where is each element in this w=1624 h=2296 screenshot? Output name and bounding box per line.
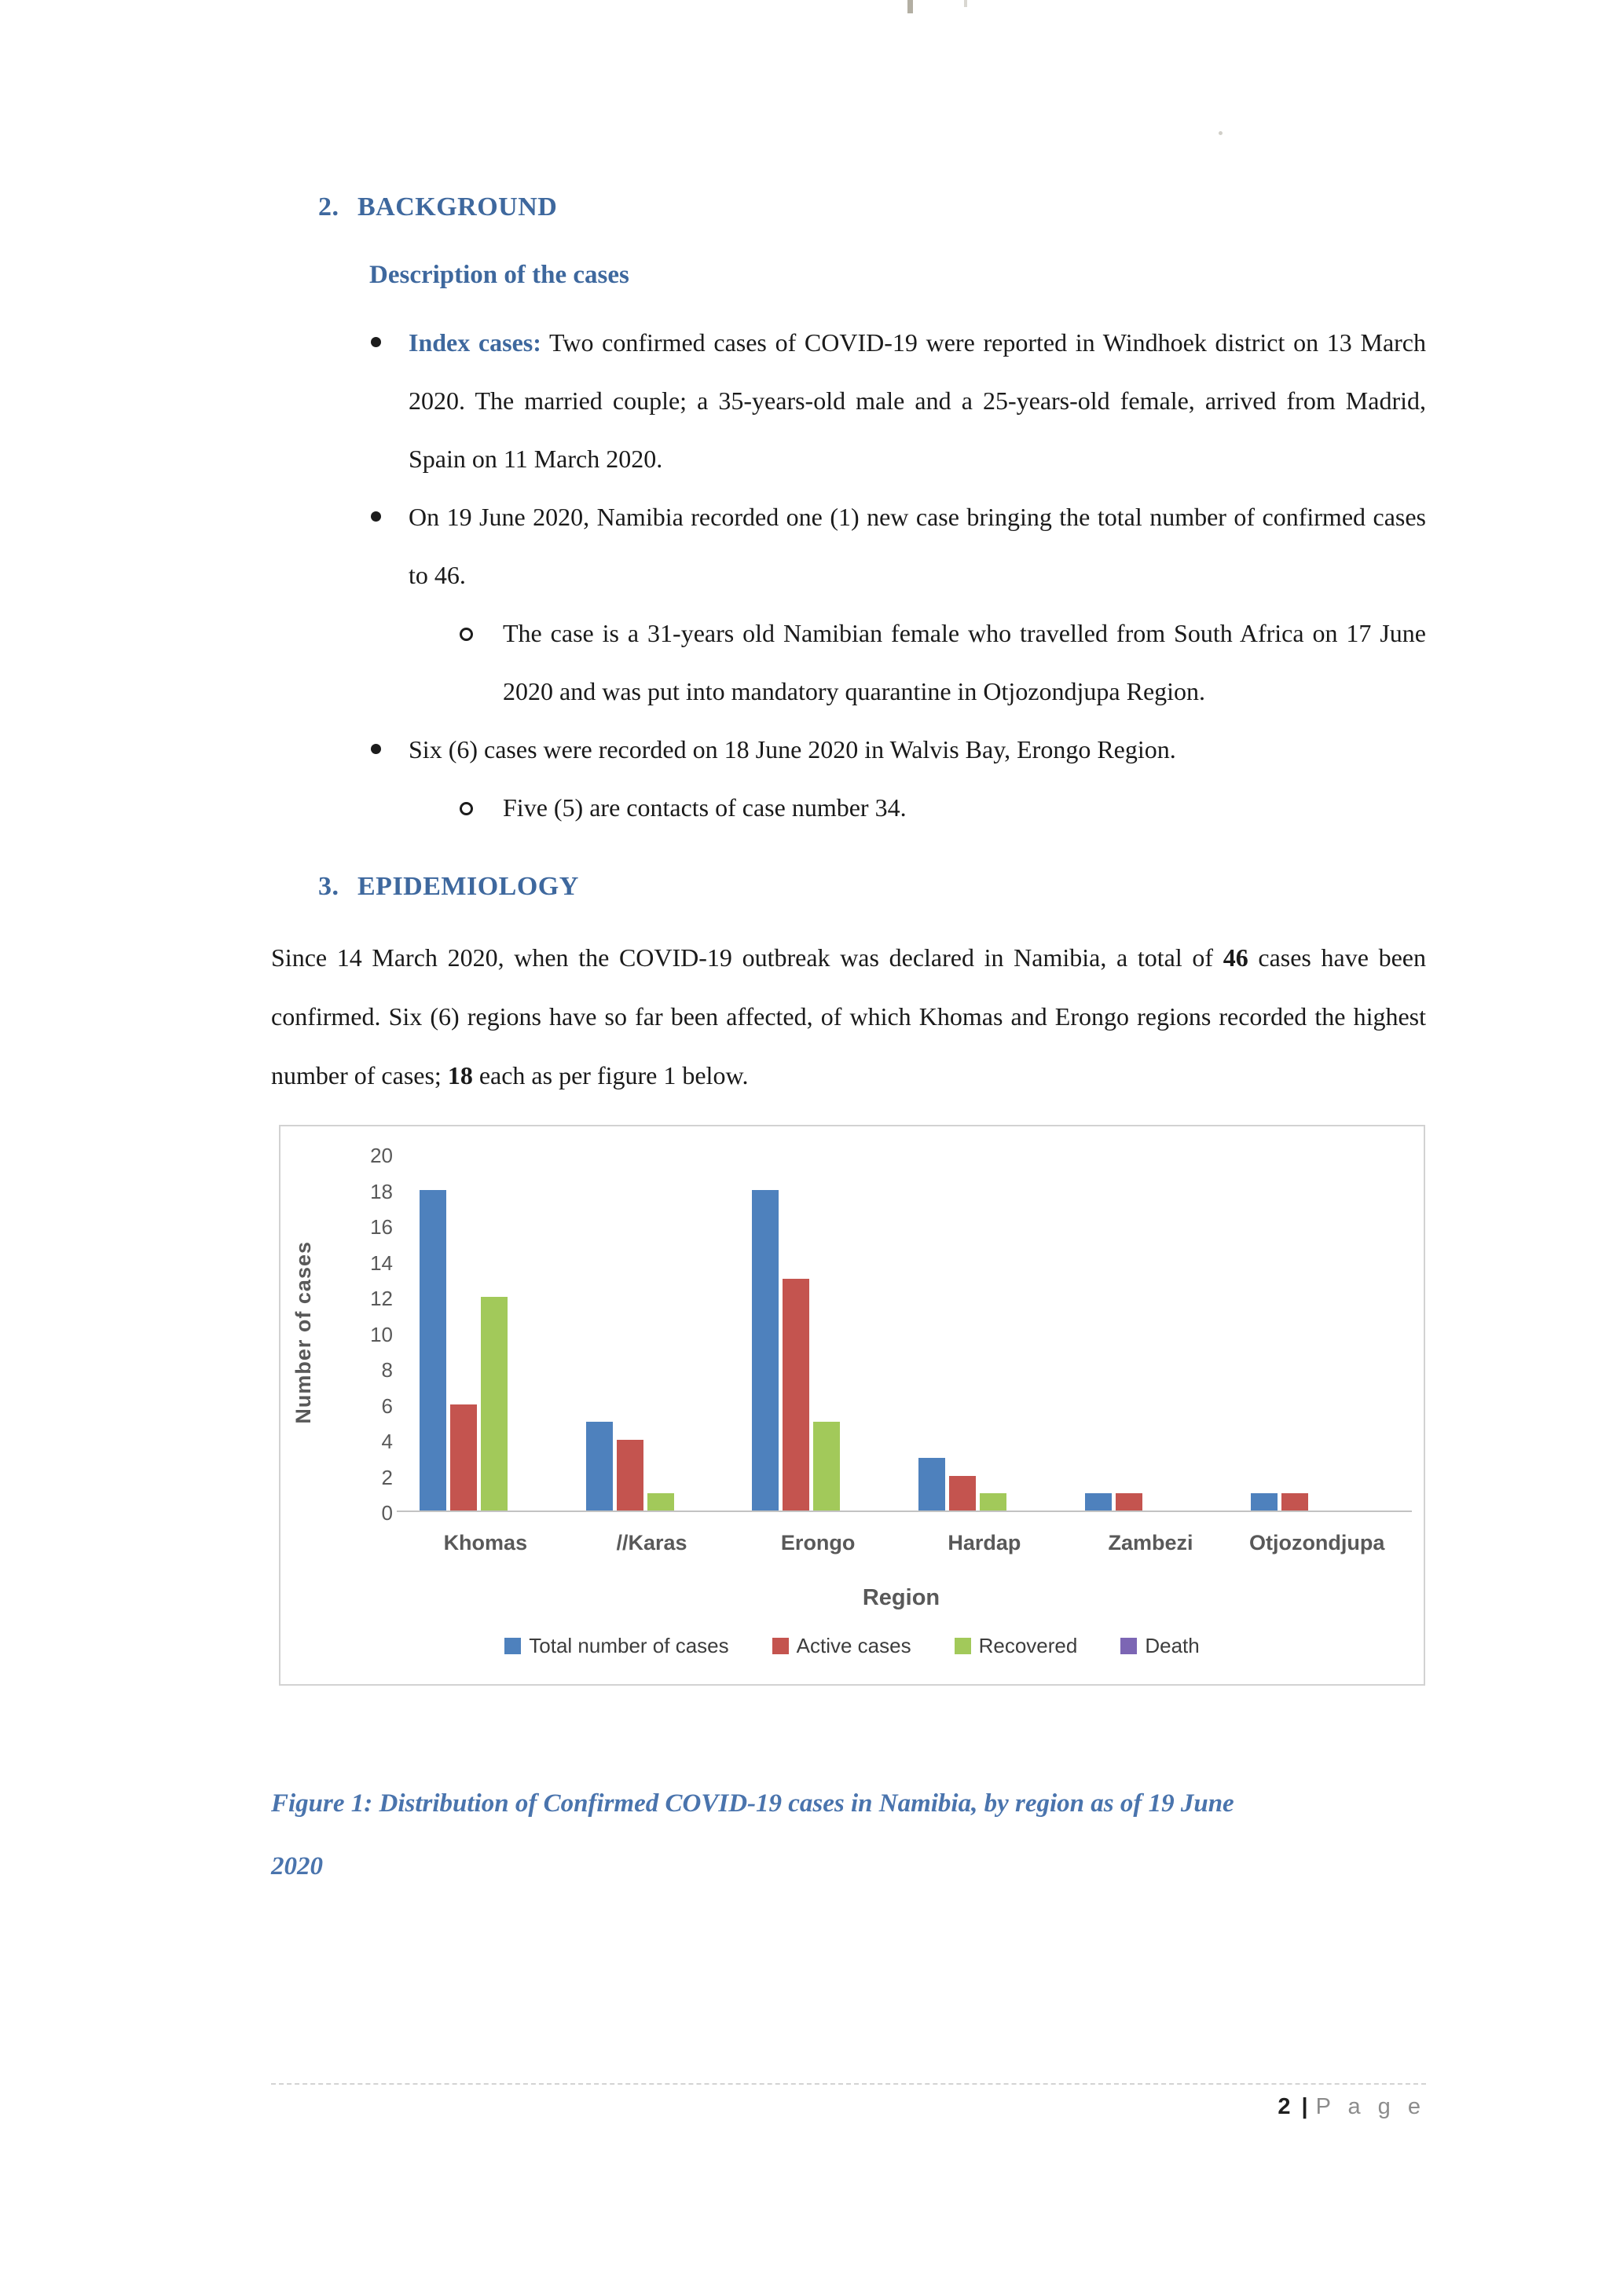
x-category-label: Hardap — [948, 1531, 1021, 1555]
sub-bullet-marker-icon — [460, 628, 473, 641]
bar — [783, 1279, 809, 1511]
bullet-marker-icon — [371, 511, 381, 522]
y-tick-label: 8 — [381, 1358, 393, 1382]
legend-label: Recovered — [978, 1634, 1078, 1658]
legend-item — [1120, 1634, 1199, 1658]
section-heading-background — [271, 192, 1426, 222]
x-axis-category-labels — [402, 1531, 1400, 1555]
bar — [481, 1297, 508, 1511]
x-category-label: //Karas — [616, 1531, 687, 1555]
legend-swatch-icon — [1120, 1638, 1137, 1654]
bar — [1085, 1493, 1112, 1511]
bar-cluster — [1251, 1493, 1369, 1511]
scan-artifact — [1219, 131, 1223, 135]
subsection-heading-description: Description of the cases — [369, 261, 629, 290]
bar-group-erongo — [735, 1154, 901, 1511]
epidemiology-paragraph — [271, 928, 1426, 1105]
y-tick-label: 18 — [370, 1179, 393, 1203]
x-axis-line — [397, 1511, 1412, 1512]
y-tick-label: 16 — [370, 1215, 393, 1240]
bar-group-zambezi — [1068, 1154, 1234, 1511]
legend-swatch-icon — [772, 1638, 789, 1654]
bar — [1116, 1493, 1142, 1511]
bar — [918, 1458, 945, 1511]
y-tick-label: 20 — [370, 1144, 393, 1168]
bullet-list — [271, 313, 1426, 837]
bullet-lead: Index cases: — [409, 328, 541, 357]
bar-group-otjozondjupa — [1234, 1154, 1400, 1511]
bar-cluster — [586, 1422, 705, 1511]
page-footer — [1278, 2094, 1426, 2120]
bar — [1281, 1493, 1308, 1511]
bullet-text: Six (6) cases were recorded on 18 June 2020 in Walvis Bay, Erongo Region. — [409, 734, 1176, 764]
bullet-marker-icon — [371, 337, 381, 347]
paragraph-text: cases have been confirmed. Six (6) regions have so far been affected, of which Khomas and Erongo regions recorded the highest number of cases; — [271, 943, 1427, 1090]
bullet-new-case — [271, 488, 1426, 604]
bar-group-hardap — [901, 1154, 1068, 1511]
plot-area — [402, 1154, 1400, 1511]
bar — [420, 1190, 446, 1512]
y-tick-label: 12 — [370, 1287, 393, 1311]
chart-legend — [280, 1634, 1424, 1658]
section-title: EPIDEMIOLOGY — [357, 871, 579, 901]
y-axis-title — [291, 1154, 316, 1511]
bar — [752, 1190, 779, 1512]
scan-artifact — [907, 0, 913, 13]
paragraph-text: each as per figure 1 below. — [472, 1061, 749, 1090]
x-category-label: Khomas — [443, 1531, 528, 1555]
bullet-text: Five (5) are contacts of case number 34. — [503, 793, 907, 822]
sub-bullet-marker-icon — [460, 802, 473, 815]
bar — [1251, 1493, 1278, 1511]
bullet-index-cases — [271, 313, 1426, 488]
footer-separator: | — [1301, 2094, 1308, 2119]
legend-swatch-icon — [504, 1638, 521, 1654]
section-number: 2. — [318, 192, 339, 222]
bullet-six-cases — [271, 720, 1426, 778]
legend-item — [504, 1634, 728, 1658]
paragraph-text: Since 14 March 2020, when the COVID-19 outbreak was declared in Namibia, a total of — [271, 943, 1223, 972]
section-title: BACKGROUND — [357, 192, 558, 222]
figure-caption-line2: 2020 — [271, 1852, 323, 1881]
section-heading-epidemiology — [271, 872, 1426, 901]
total-cases-value: 46 — [1223, 943, 1248, 972]
bullet-text: The case is a 31-years old Namibian female who travelled from South Africa on 17 June 2020 and was put into mandatory quarantine in Otjozondjupa Region. — [503, 618, 1426, 705]
y-tick-label: 2 — [381, 1465, 393, 1489]
x-category-label: Otjozondjupa — [1248, 1531, 1385, 1555]
y-tick-label: 6 — [381, 1393, 393, 1418]
bar — [647, 1493, 674, 1511]
bar-cluster — [1085, 1493, 1204, 1511]
sub-bullet-contacts — [271, 778, 1426, 837]
bar — [980, 1493, 1006, 1511]
scan-artifact — [964, 0, 967, 7]
bar-cluster — [918, 1458, 1037, 1511]
bar-cluster — [420, 1190, 538, 1512]
legend-swatch-icon — [955, 1638, 971, 1654]
legend-item — [772, 1634, 911, 1658]
bar-group-khomas — [402, 1154, 569, 1511]
y-axis-title-text: Number of cases — [291, 1241, 315, 1424]
legend-item — [955, 1634, 1078, 1658]
section-number: 3. — [318, 871, 339, 901]
figure-caption-line1: Figure 1: Distribution of Confirmed COVID-19 cases in Namibia, by region as of 19 June — [271, 1789, 1234, 1818]
bullet-text: On 19 June 2020, Namibia recorded one (1) new case bringing the total number of confirmed cases to 46. — [409, 502, 1426, 589]
x-category-label: Erongo — [780, 1531, 856, 1555]
bullet-text: Two confirmed cases of COVID-19 were reported in Windhoek district on 13 March 2020. The married couple; a 35-years-old male and a 25-years-old female, arrived from Madrid, Spain on 11 March 2020. — [409, 328, 1427, 473]
figure1-bar-chart — [279, 1125, 1425, 1686]
figure-caption — [271, 1772, 1426, 1898]
y-tick-label: 4 — [381, 1430, 393, 1454]
bar — [813, 1422, 840, 1511]
legend-label: Total number of cases — [529, 1634, 729, 1658]
legend-label: Active cases — [796, 1634, 911, 1658]
x-category-label: Zambezi — [1108, 1531, 1193, 1555]
sub-bullet-case-detail — [271, 604, 1426, 720]
bullet-marker-icon — [371, 744, 381, 754]
bar-cluster — [752, 1190, 871, 1512]
y-tick-label: 14 — [370, 1251, 393, 1275]
bar — [450, 1404, 477, 1512]
footer-page-word: P a g e — [1315, 2094, 1426, 2119]
x-axis-title: Region — [862, 1585, 940, 1611]
page-number: 2 — [1278, 2094, 1291, 2119]
bar — [949, 1476, 976, 1512]
y-tick-label: 10 — [370, 1322, 393, 1346]
footer-divider — [271, 2083, 1426, 2085]
highest-cases-value: 18 — [447, 1061, 473, 1090]
y-tick-label: 0 — [381, 1501, 393, 1525]
legend-label: Death — [1145, 1634, 1200, 1658]
bar-group-karas — [569, 1154, 735, 1511]
bar — [586, 1422, 613, 1511]
bar — [617, 1440, 643, 1511]
